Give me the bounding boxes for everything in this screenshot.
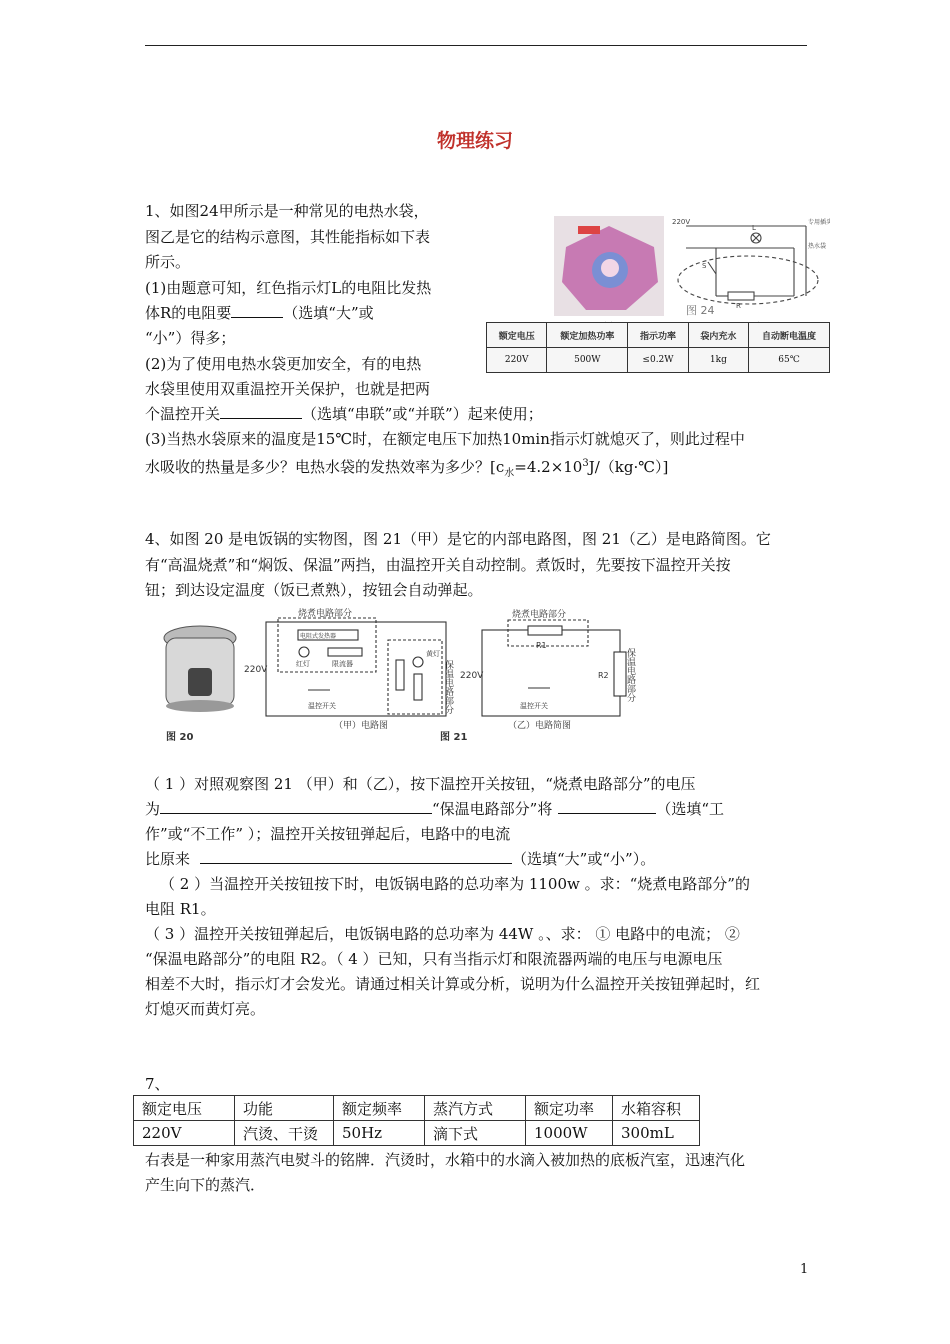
q1-line: 1、如图24甲所示是一种常见的电热水袋， xyxy=(145,202,429,220)
answer-blank[interactable] xyxy=(558,797,656,814)
q4-text: “保温电路部分”将 xyxy=(432,800,553,818)
water-bag-label xyxy=(578,226,600,234)
table-cell: 300mL xyxy=(613,1121,700,1146)
figure-20-21 xyxy=(148,600,658,750)
jia-caption: （甲）电路图 xyxy=(334,721,389,731)
q7-number: 7、 xyxy=(145,1075,170,1093)
q4-sub-line: （ 3 ）温控开关按钮弹起后，电饭锅电路的总功率为 44W 。、求： ① 电路中的电流； ② xyxy=(145,925,740,943)
q7-line: 右表是一种家用蒸汽电熨斗的铭牌．汽烫时，水箱中的水滴入被加热的底板汽室，迅速汽化 xyxy=(145,1151,746,1169)
resistor-label: R xyxy=(736,302,741,310)
jia-cook-part xyxy=(278,618,376,672)
q4-sub-line: 灯熄灭而黄灯亮。 xyxy=(145,1000,266,1018)
jia-red-lamp-label: 红灯 xyxy=(296,660,310,668)
yi-switch-label: 温控开关 xyxy=(520,702,548,710)
table-header: 额定功率 xyxy=(526,1096,613,1121)
jia-warm-limiter xyxy=(414,674,422,700)
q4-line: 钮；到达设定温度（饭已煮熟），按钮会自动弹起。 xyxy=(145,581,483,599)
q4-sub-line: “保温电路部分”的电阻 R2。（ 4 ）已知，只有当指示灯和限流器两端的电压与电源电压 xyxy=(145,950,723,968)
q4-text: （选填“工 xyxy=(656,800,725,818)
q1-line: 水袋里使用双重温控开关保护，也就是把两 xyxy=(145,380,431,398)
q1-text: 个温控开关 xyxy=(145,405,221,423)
jia-yellow-lamp xyxy=(413,657,423,667)
cooker-base xyxy=(166,700,234,712)
q7-spec-table xyxy=(133,1095,700,1146)
q1-line xyxy=(145,402,543,426)
table-cell: 滴下式 xyxy=(425,1121,526,1146)
q4-sub-line: （ 1 ）对照观察图 21 （甲）和（乙），按下温控开关按钮，“烧煮电路部分”的电压 xyxy=(145,775,696,793)
table-header: 额定电压 xyxy=(487,323,547,348)
jia-yellow-lamp-label: 黄灯 xyxy=(426,650,440,658)
table-header: 额定电压 xyxy=(134,1096,235,1121)
yi-cook-label: 烧煮电路部分 xyxy=(512,610,567,620)
page-number: 1 xyxy=(800,1262,809,1277)
switch-s xyxy=(708,262,716,274)
answer-blank[interactable] xyxy=(160,797,432,814)
yi-voltage: 220V xyxy=(460,671,484,681)
figure-24 xyxy=(486,212,830,372)
table-cell: 220V xyxy=(134,1121,235,1146)
table-cell: 1000W xyxy=(526,1121,613,1146)
table-header: 水箱容积 xyxy=(613,1096,700,1121)
q1-line xyxy=(145,452,668,486)
yi-r1 xyxy=(528,626,562,635)
q4-line: 4、如图 20 是电饭锅的实物图，图 21（甲）是它的内部电路图，图 21（乙）是电路简图。它 xyxy=(145,530,771,548)
page-title: 物理练习 xyxy=(436,130,513,152)
jia-outer xyxy=(266,622,446,716)
table-cell: 1kg xyxy=(688,348,748,373)
water-bag-face xyxy=(601,259,619,277)
jia-cook-label: 烧煮电路部分 xyxy=(298,609,353,619)
q7-line: 产生向下的蒸汽． xyxy=(145,1176,266,1194)
table-cell: 65℃ xyxy=(749,348,830,373)
jia-limiter xyxy=(328,648,362,656)
jia-switch-label: 温控开关 xyxy=(308,702,336,710)
table-row xyxy=(134,1121,700,1146)
q4-text: 为 xyxy=(145,800,161,818)
plug-label: 专用插头 xyxy=(808,219,830,226)
jia-limiter-label: 限流器 xyxy=(332,660,353,668)
table-cell: 50Hz xyxy=(334,1121,425,1146)
table-cell: 220V xyxy=(487,348,547,373)
yi-caption: （乙）电路简图 xyxy=(508,721,572,731)
q1-text: J/（kg·℃）] xyxy=(588,458,669,476)
table-header: 额定频率 xyxy=(334,1096,425,1121)
subscript: 水 xyxy=(504,468,515,479)
q4-text: 比原来 xyxy=(145,850,191,868)
table-row xyxy=(487,348,830,373)
table-header: 指示功率 xyxy=(628,323,688,348)
q4-line: 有“高温烧煮”和“焖饭、保温”两挡，由温控开关自动控制。煮饭时，先要按下温控开关按 xyxy=(145,556,731,574)
q1-text: 体R的电阻要 xyxy=(145,304,232,322)
jia-voltage: 220V xyxy=(244,665,268,675)
q1-text: （选填“串联”或“并联”）起来使用； xyxy=(302,405,543,423)
answer-blank[interactable] xyxy=(231,301,283,318)
yi-r2-label: R2 xyxy=(598,671,609,680)
switch-label: S xyxy=(702,262,707,270)
answer-blank[interactable] xyxy=(220,402,302,419)
q1-text: 水吸收的热量是多少？电热水袋的发热效率为多少？[c xyxy=(145,458,505,476)
bag-label: 热水袋 xyxy=(808,243,827,250)
q4-sub-line: 电阻 R1。 xyxy=(145,900,216,918)
q1-line: “小”）得多； xyxy=(145,329,236,347)
table-row xyxy=(134,1096,700,1121)
table-row xyxy=(487,323,830,348)
table-header: 蒸汽方式 xyxy=(425,1096,526,1121)
table-cell: 汽烫、干烫 xyxy=(235,1121,334,1146)
q4-sub-line xyxy=(145,797,724,821)
resistor-r xyxy=(728,292,754,300)
q1-line xyxy=(145,301,374,325)
answer-blank[interactable] xyxy=(200,847,512,864)
jia-red-lamp xyxy=(299,647,309,657)
q1-spec-table xyxy=(486,322,830,373)
jia-warm-label: 保温电路部分 xyxy=(443,660,453,714)
cooker-panel xyxy=(188,668,212,696)
header-rule xyxy=(145,45,807,46)
table-header: 袋内充水 xyxy=(688,323,748,348)
q4-text: （选填“大”或“小”）。 xyxy=(512,850,656,868)
q4-sub-line xyxy=(145,847,655,871)
table-header: 功能 xyxy=(235,1096,334,1121)
bag-outline xyxy=(678,256,818,304)
table-cell: ≤0.2W xyxy=(628,348,688,373)
q1-line: (3)当热水袋原来的温度是15℃时，在额定电压下加热10min指示灯就熄灭了，则此过程中 xyxy=(145,430,745,448)
q1-line: 图乙是它的结构示意图，其性能指标如下表 xyxy=(145,228,431,246)
yi-r1-label: R1 xyxy=(536,641,547,650)
superscript: 3 xyxy=(582,458,589,469)
q4-sub-line: （ 2 ）当温控开关按钮按下时，电饭锅电路的总功率为 1100w 。求：“烧煮电路部分”的 xyxy=(160,875,750,893)
yi-warm-label: 保温电路部分 xyxy=(625,648,635,702)
table-cell: 500W xyxy=(547,348,628,373)
q1-line: (2)为了使用电热水袋更加安全，有的电热 xyxy=(145,355,422,373)
q1-text: =4.2×10 xyxy=(514,458,583,476)
q4-sub-line: 相差不大时，指示灯才会发光。请通过相关计算或分析，说明为什么温控开关按钮弹起时，红 xyxy=(145,975,761,993)
voltage-label: 220V xyxy=(672,218,691,226)
circuit-figures xyxy=(148,600,658,750)
table-header: 自动断电温度 xyxy=(749,323,830,348)
q4-sub-line: 作”或“不工作” ）；温控开关按钮弹起后，电路中的电流 xyxy=(145,825,511,843)
q1-line: 所示。 xyxy=(145,253,191,271)
jia-warm-heater xyxy=(396,660,404,690)
lamp-label: L xyxy=(752,224,756,232)
figure-caption: 图 24 xyxy=(686,304,715,317)
fig20-label: 图 20 xyxy=(166,732,194,743)
q1-line: (1)由题意可知，红色指示灯L的电阻比发热 xyxy=(145,279,432,297)
table-header: 额定加热功率 xyxy=(547,323,628,348)
q1-text: （选填“大”或 xyxy=(283,304,374,322)
jia-heater-label: 电阻式发热器 xyxy=(300,633,337,640)
fig21-label: 图 21 xyxy=(440,732,468,743)
